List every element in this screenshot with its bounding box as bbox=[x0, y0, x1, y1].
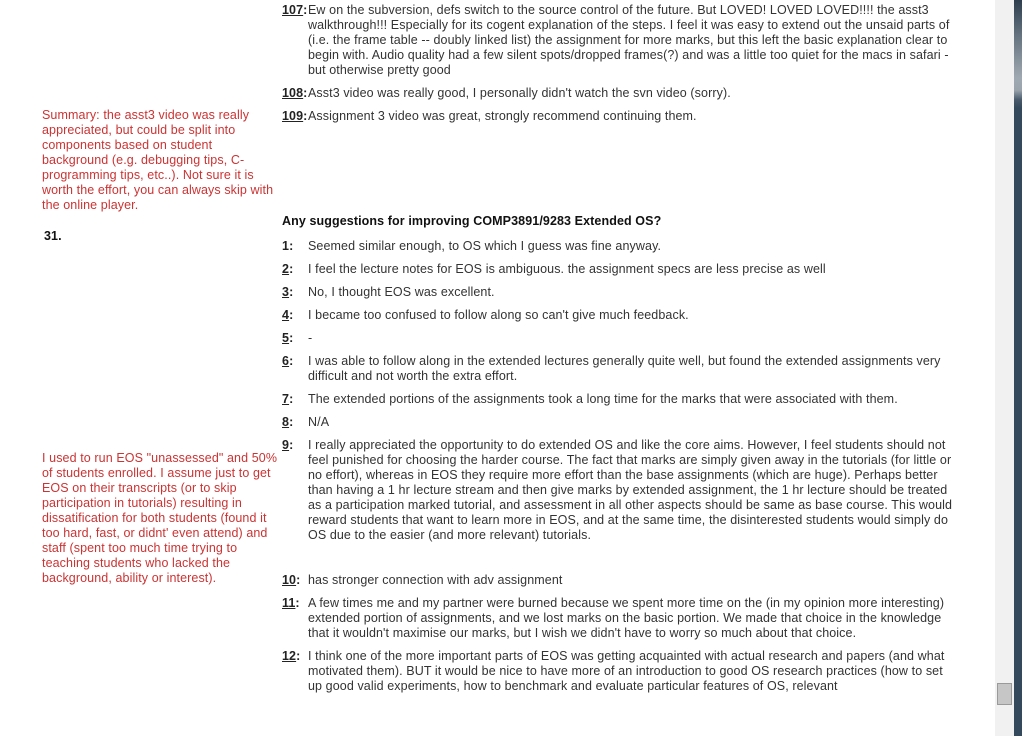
margin-note-eos-history: I used to run EOS "unassessed" and 50% of students enrolled. I assume just to get EOS on their transcripts (or to skip participation in tutorials) resulting in dissatification for both students (found it too hard, fast, or didnt' even attend) and staff (spent too much time trying to teaching students who lacked the background, ability or interest). bbox=[42, 451, 278, 585]
response-number bbox=[282, 285, 308, 300]
response-number-colon: : bbox=[296, 573, 301, 587]
response-row bbox=[282, 109, 958, 124]
response-text: I feel the lecture notes for EOS is ambiguous. the assignment specs are less precise as well bbox=[308, 262, 826, 276]
response-text: Assignment 3 video was great, strongly recommend continuing them. bbox=[308, 109, 697, 123]
response-number-colon: : bbox=[303, 109, 308, 123]
response-text: has stronger connection with adv assignment bbox=[308, 573, 563, 587]
response-row bbox=[282, 285, 958, 300]
response-number-link[interactable]: 10 bbox=[282, 573, 297, 587]
response-number-colon: : bbox=[303, 3, 308, 17]
response-row bbox=[282, 354, 958, 384]
response-number-link[interactable]: 1 bbox=[282, 239, 290, 253]
response-number bbox=[282, 331, 308, 346]
response-number-link[interactable]: 5 bbox=[282, 331, 290, 345]
response-number bbox=[282, 262, 308, 277]
response-text: Ew on the subversion, defs switch to the source control of the future. But LOVED! LOVED LOVED!!!! the asst3 walkthrough!!! Especially for its cogent explanation of the steps. I feel it was easy to extend out the unsaid parts of (i.e. the frame table -- doubly linked list) the assignment for more marks, but this left the basic explanation clear to begin with. Audio quality had a few silent spots/dropped frames(?) and was a little too quiet for the macs in safari - but otherwise pretty good bbox=[308, 3, 950, 77]
response-row bbox=[282, 262, 958, 277]
response-row bbox=[282, 308, 958, 323]
response-number bbox=[282, 354, 308, 369]
response-number-link[interactable]: 3 bbox=[282, 285, 290, 299]
previous-question-responses-list bbox=[282, 3, 958, 124]
response-text: I really appreciated the opportunity to do extended OS and like the core aims. However, I feel students should not feel punished for choosing the harder course. The fact that marks are simply given away in the tutorials (for little or no effort), whereas in EOS they require more effort than the base assignments (which are huge). Perhaps better than having a 1 hr lecture stream and then give marks by extended assignment, the 1 hr lecture should be treated as a participation marked tutorial, and assessment in all other aspects should be same as base course. This would reward students that want to learn more in EOS, and at the same time, the disinterested students would simply do OS due to the easier (and more relevant) tutorials. bbox=[308, 438, 953, 542]
response-number bbox=[282, 308, 308, 323]
response-number-colon: : bbox=[289, 392, 294, 406]
response-text: A few times me and my partner were burned because we spent more time on the (in my opinion more interesting) extended portion of assignments, and we lost marks on the basic portion. We made that choice in the knowledge that it wouldn't maximise our marks, but I wish we didn't have to worry so much about that choice. bbox=[308, 596, 945, 640]
response-number bbox=[282, 438, 308, 453]
response-row bbox=[282, 596, 958, 641]
response-number-colon: : bbox=[289, 438, 294, 452]
response-number-link[interactable]: 107 bbox=[282, 3, 304, 17]
response-text: I was able to follow along in the extended lectures generally quite well, but found the extended assignments very difficult and not worth the extra effort. bbox=[308, 354, 941, 383]
response-text: - bbox=[308, 331, 313, 345]
response-text: Seemed similar enough, to OS which I guess was fine anyway. bbox=[308, 239, 662, 253]
response-number-link[interactable]: 9 bbox=[282, 438, 290, 452]
response-number bbox=[282, 3, 308, 18]
response-number-link[interactable]: 7 bbox=[282, 392, 290, 406]
response-row bbox=[282, 3, 958, 78]
response-number bbox=[282, 239, 308, 254]
response-number-link[interactable]: 12 bbox=[282, 649, 297, 663]
response-number-colon: : bbox=[289, 239, 294, 253]
response-number-colon: : bbox=[295, 596, 300, 610]
response-row bbox=[282, 239, 958, 254]
response-number-link[interactable]: 109 bbox=[282, 109, 304, 123]
response-number-link[interactable]: 8 bbox=[282, 415, 290, 429]
response-number-colon: : bbox=[289, 415, 294, 429]
response-row bbox=[282, 392, 958, 407]
response-number bbox=[282, 109, 308, 124]
response-number-colon: : bbox=[296, 649, 301, 663]
response-row bbox=[282, 331, 958, 346]
response-number-link[interactable]: 11 bbox=[282, 596, 296, 610]
response-row bbox=[282, 415, 958, 430]
response-number bbox=[282, 596, 308, 611]
response-number-link[interactable]: 2 bbox=[282, 262, 290, 276]
response-row bbox=[282, 438, 958, 543]
response-number-colon: : bbox=[289, 285, 294, 299]
current-question-responses-list bbox=[282, 239, 958, 694]
question-title: Any suggestions for improving COMP3891/9283 Extended OS? bbox=[282, 214, 662, 228]
response-number bbox=[282, 86, 308, 101]
response-text: No, I thought EOS was excellent. bbox=[308, 285, 495, 299]
response-number bbox=[282, 415, 308, 430]
response-number-colon: : bbox=[289, 331, 294, 345]
response-number-colon: : bbox=[289, 354, 294, 368]
response-row bbox=[282, 573, 958, 588]
response-number-colon: : bbox=[289, 262, 294, 276]
response-text: N/A bbox=[308, 415, 330, 429]
vertical-scrollbar-track[interactable] bbox=[995, 0, 1014, 736]
response-row bbox=[282, 86, 958, 101]
response-number bbox=[282, 573, 308, 588]
response-row bbox=[282, 649, 958, 694]
response-number-link[interactable]: 4 bbox=[282, 308, 290, 322]
margin-note-asst3-summary: Summary: the asst3 video was really appreciated, but could be split into components based on student background (e.g. debugging tips, C-programming tips, etc..). Not sure it is worth the effort, you can always skip with the online player. bbox=[42, 108, 274, 212]
vertical-scrollbar-thumb[interactable] bbox=[997, 683, 1012, 705]
response-number-colon: : bbox=[289, 308, 294, 322]
response-number bbox=[282, 649, 308, 664]
responses-column bbox=[282, 3, 958, 702]
response-text: I think one of the more important parts of EOS was getting acquainted with actual research and papers (and what motivated them). BUT it would be nice to have more of an introduction to good OS research practices (how to set up good valid experiments, how to benchmark and evaluate particular features of OS, relevant bbox=[308, 649, 945, 693]
response-number-colon: : bbox=[303, 86, 308, 100]
page-edge-decoration-bar bbox=[1014, 0, 1022, 736]
response-number-link[interactable]: 6 bbox=[282, 354, 290, 368]
question-number: 31. bbox=[44, 229, 62, 243]
response-text: Asst3 video was really good, I personally didn't watch the svn video (sorry). bbox=[308, 86, 731, 100]
response-number bbox=[282, 392, 308, 407]
response-text: I became too confused to follow along so can't give much feedback. bbox=[308, 308, 689, 322]
response-number-link[interactable]: 108 bbox=[282, 86, 304, 100]
response-text: The extended portions of the assignments took a long time for the marks that were associated with them. bbox=[308, 392, 898, 406]
